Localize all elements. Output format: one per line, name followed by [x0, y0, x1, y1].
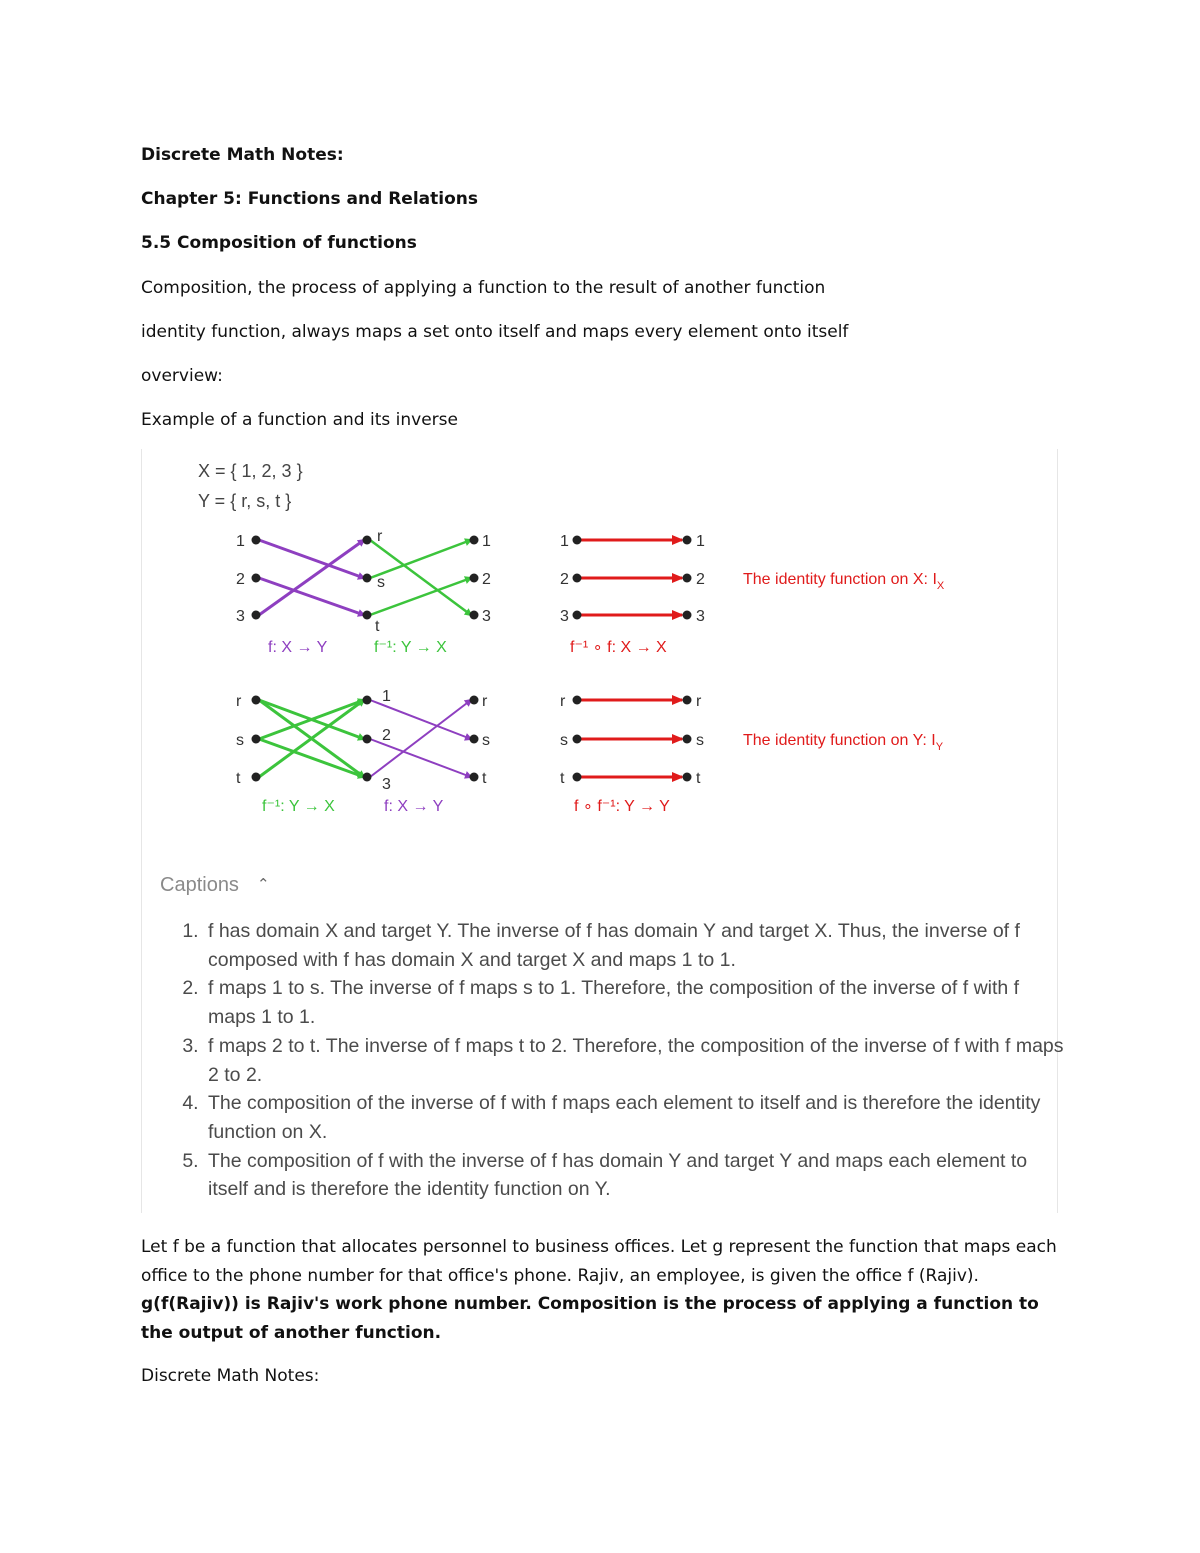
- node-label: 1: [482, 533, 491, 550]
- dot: [573, 735, 582, 744]
- arrow-s-to-1: [259, 739, 364, 777]
- paragraph-text: Let f be a function that allocates personnel to business offices. Let g represent the function that maps each office to the phone number for that office's phone. Rajiv, an employee, is given the office f (Rajiv).: [141, 1237, 1057, 1286]
- dot: [683, 574, 692, 583]
- diagram-f-then-inverse: [236, 528, 491, 656]
- mapping-label-finv-f: f⁻¹ ∘ f: X → X: [570, 639, 667, 656]
- dot: [252, 773, 261, 782]
- caption-item: 3. f maps 2 to t. The inverse of f maps t to 2. Therefore, the composition of the inverse of f with f maps 2 to 2.: [204, 1032, 1064, 1089]
- node-label: 3: [382, 776, 391, 793]
- node-label: s: [560, 732, 568, 749]
- example-heading: Example of a function and its inverse: [141, 410, 458, 430]
- rajiv-example-paragraph: [141, 1233, 1061, 1348]
- node-label: 2: [236, 571, 245, 588]
- caption-item: 1. f has domain X and target Y. The inverse of f has domain Y and target X. Thus, the inverse of f composed with f has domain X and target X and maps 1 to 1.: [204, 917, 1064, 974]
- node-label: t: [560, 770, 565, 787]
- overview-label: overview:: [141, 366, 223, 386]
- dot: [252, 611, 261, 620]
- chevron-up-icon[interactable]: ⌃: [256, 876, 270, 893]
- dot: [683, 696, 692, 705]
- diagram-inverse-then-f: [236, 688, 490, 815]
- caption-item: 5. The composition of f with the inverse of f has domain Y and target Y and maps each element to itself and is therefore the identity function on Y.: [204, 1147, 1064, 1204]
- caption-item: 4. The composition of the inverse of f with f maps each element to itself and is therefore the identity function on X.: [204, 1089, 1064, 1146]
- arrow-t-to-2: [370, 578, 471, 615]
- document-title: Discrete Math Notes:: [141, 145, 344, 165]
- dot: [252, 536, 261, 545]
- arrow-2-to-t: [259, 578, 364, 615]
- node-label: 2: [482, 571, 491, 588]
- node-label: 3: [696, 608, 705, 625]
- mapping-label-f: f: X → Y: [268, 639, 328, 656]
- section-heading: 5.5 Composition of functions: [141, 233, 417, 253]
- dot: [363, 735, 372, 744]
- node-label: r: [560, 693, 566, 710]
- dot: [683, 735, 692, 744]
- identity-y-caption: The identity function on Y: $I_Y$: [743, 732, 944, 753]
- function-inverse-figure: [141, 449, 1064, 1213]
- node-label: r: [482, 693, 488, 710]
- dot: [573, 536, 582, 545]
- footer-title: Discrete Math Notes:: [141, 1366, 320, 1386]
- node-label: 1: [236, 533, 245, 550]
- node-label: 2: [560, 571, 569, 588]
- captions-toggle-label: Captions: [160, 874, 239, 896]
- dot: [363, 536, 372, 545]
- node-label: t: [236, 770, 241, 787]
- dot: [470, 574, 479, 583]
- mapping-label-f-inverse: f⁻¹: Y → X: [374, 639, 447, 656]
- node-label: 2: [382, 727, 391, 744]
- dot: [252, 696, 261, 705]
- node-label: r: [696, 693, 702, 710]
- node-label: s: [696, 732, 704, 749]
- node-label: 2: [696, 571, 705, 588]
- mapping-label-f-inverse: f⁻¹: Y → X: [262, 798, 335, 815]
- node-label: t: [375, 618, 380, 635]
- captions-list: [182, 917, 1064, 1204]
- node-label: 3: [482, 608, 491, 625]
- identity-definition: identity function, always maps a set onto itself and maps every element onto itself: [141, 322, 849, 342]
- dot: [573, 611, 582, 620]
- node-label: r: [377, 528, 383, 545]
- node-label: 3: [560, 608, 569, 625]
- dot: [363, 574, 372, 583]
- node-label: 1: [696, 533, 705, 550]
- diagram-identity-x: [560, 533, 945, 656]
- dot: [683, 611, 692, 620]
- set-x-definition: X = { 1, 2, 3 }: [198, 461, 303, 481]
- dot: [470, 696, 479, 705]
- mapping-label-f: f: X → Y: [384, 798, 444, 815]
- node-label: s: [377, 574, 385, 591]
- node-label: r: [236, 693, 242, 710]
- diagram-identity-y: [560, 693, 944, 815]
- dot: [683, 536, 692, 545]
- set-y-definition: Y = { r, s, t }: [198, 491, 292, 511]
- mapping-diagram: [142, 449, 1057, 869]
- dot: [573, 574, 582, 583]
- dot: [470, 773, 479, 782]
- dot: [573, 696, 582, 705]
- dot: [683, 773, 692, 782]
- node-label: t: [482, 770, 487, 787]
- dot: [363, 611, 372, 620]
- captions-toggle[interactable]: [160, 874, 270, 897]
- arrow-1-to-s: [259, 540, 364, 578]
- dot: [573, 773, 582, 782]
- dot: [252, 735, 261, 744]
- dot: [470, 611, 479, 620]
- dot: [470, 735, 479, 744]
- node-label: 1: [382, 688, 391, 705]
- paragraph-bold-text: g(f(Rajiv)) is Rajiv's work phone number. Composition is the process of applying a function to the output of another function.: [141, 1294, 1039, 1344]
- arrow-3-to-r: [259, 540, 364, 615]
- node-label: s: [482, 732, 490, 749]
- node-label: t: [696, 770, 701, 787]
- arrow-r-to-3: [370, 540, 471, 615]
- mapping-label-f-finv: f ∘ f⁻¹: Y → Y: [574, 798, 670, 815]
- caption-item: 2. f maps 1 to s. The inverse of f maps s to 1. Therefore, the composition of the inverse of f with f maps 1 to 1.: [204, 974, 1064, 1031]
- identity-x-caption: The identity function on X: $I_X$: [743, 571, 945, 592]
- composition-definition: Composition, the process of applying a function to the result of another function: [141, 278, 826, 298]
- dot: [470, 536, 479, 545]
- dot: [252, 574, 261, 583]
- dot: [363, 773, 372, 782]
- node-label: 3: [236, 608, 245, 625]
- dot: [363, 696, 372, 705]
- node-label: 1: [560, 533, 569, 550]
- arrow-s-to-1: [370, 540, 471, 578]
- chapter-heading: Chapter 5: Functions and Relations: [141, 189, 478, 209]
- arrow-2-to-t: [370, 739, 471, 777]
- node-label: s: [236, 732, 244, 749]
